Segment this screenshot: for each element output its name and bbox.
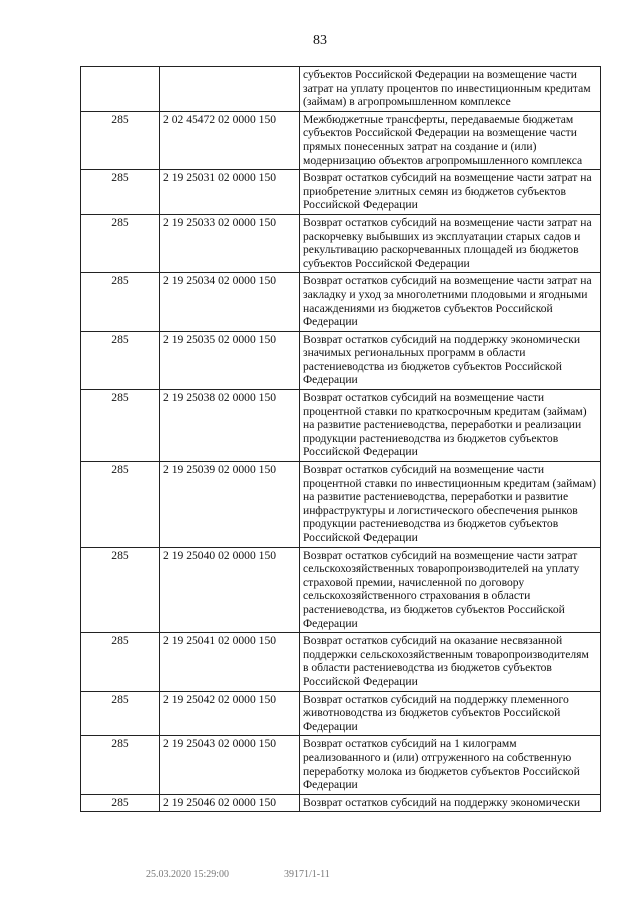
budget-code-cell: 2 19 25039 02 0000 150 xyxy=(160,462,300,548)
admin-code-cell: 285 xyxy=(81,547,160,633)
budget-code-cell: 2 19 25033 02 0000 150 xyxy=(160,214,300,272)
table-row xyxy=(81,390,601,462)
table-row xyxy=(81,547,601,633)
description-cell: Межбюджетные трансферты, передаваемые бюджетам субъектов Российской Федерации на возмещение части прямых понесенных затрат на создание и (или) модернизацию объектов агропромышленного комплекса xyxy=(300,111,601,169)
table-row xyxy=(81,214,601,272)
description-cell: Возврат остатков субсидий на 1 килограмм реализованного и (или) отгруженного на собственную переработку молока из бюджетов субъектов Российской Федерации xyxy=(300,736,601,794)
budget-code-cell: 2 19 25031 02 0000 150 xyxy=(160,170,300,215)
table-row xyxy=(81,794,601,812)
table-row xyxy=(81,462,601,548)
description-cell: Возврат остатков субсидий на возмещение части процентной ставки по инвестиционным кредитам (займам) на развитие растениеводства, переработки и развитие инфраструктуры и логистического обеспечения рынков продукции растениеводства из бюджетов субъектов Российской Федерации xyxy=(300,462,601,548)
description-cell: субъектов Российской Федерации на возмещение части затрат на уплату процентов по инвестиционным кредитам (займам) в агропромышленном комплексе xyxy=(300,67,601,112)
admin-code-cell: 285 xyxy=(81,331,160,389)
table-row xyxy=(81,67,601,112)
description-cell: Возврат остатков субсидий на оказание несвязанной поддержки сельскохозяйственным товаропроизводителям в области растениеводства из бюджетов субъектов Российской Федерации xyxy=(300,633,601,691)
budget-code-cell: 2 19 25038 02 0000 150 xyxy=(160,390,300,462)
table-row xyxy=(81,273,601,331)
description-cell: Возврат остатков субсидий на возмещение части процентной ставки по краткосрочным кредитам (займам) на развитие растениеводства, переработки и реализации продукции растениеводства из бюджетов субъектов Российской Федерации xyxy=(300,390,601,462)
admin-code-cell: 285 xyxy=(81,736,160,794)
admin-code-cell: 285 xyxy=(81,214,160,272)
budget-code-cell: 2 19 25046 02 0000 150 xyxy=(160,794,300,812)
budget-code-cell xyxy=(160,67,300,112)
budget-code-cell: 2 19 25034 02 0000 150 xyxy=(160,273,300,331)
footer-document-code: 39171/1-11 xyxy=(284,869,330,880)
budget-codes-table-container xyxy=(80,66,601,812)
budget-codes-table xyxy=(80,66,601,812)
admin-code-cell: 285 xyxy=(81,170,160,215)
description-cell: Возврат остатков субсидий на возмещение части затрат на приобретение элитных семян из бюджетов субъектов Российской Федерации xyxy=(300,170,601,215)
admin-code-cell: 285 xyxy=(81,111,160,169)
budget-code-cell: 2 19 25043 02 0000 150 xyxy=(160,736,300,794)
table-row xyxy=(81,736,601,794)
budget-code-cell: 2 19 25040 02 0000 150 xyxy=(160,547,300,633)
admin-code-cell: 285 xyxy=(81,633,160,691)
description-cell: Возврат остатков субсидий на возмещение части затрат на раскорчевку выбывших из эксплуатации старых садов и рекультивацию раскорчеванных площадей из бюджетов субъектов Российской Федерации xyxy=(300,214,601,272)
budget-code-cell: 2 19 25042 02 0000 150 xyxy=(160,691,300,736)
table-row xyxy=(81,170,601,215)
description-cell: Возврат остатков субсидий на поддержку экономически xyxy=(300,794,601,812)
description-cell: Возврат остатков субсидий на возмещение части затрат сельскохозяйственных товаропроизводителей на уплату страховой премии, начисленной по договору сельскохозяйственного страхования в области растениеводства, из бюджетов субъектов Российской Федерации xyxy=(300,547,601,633)
table-row xyxy=(81,691,601,736)
budget-code-cell: 2 02 45472 02 0000 150 xyxy=(160,111,300,169)
admin-code-cell: 285 xyxy=(81,691,160,736)
admin-code-cell: 285 xyxy=(81,794,160,812)
description-cell: Возврат остатков субсидий на поддержку экономически значимых региональных программ в области растениеводства из бюджетов субъектов Российской Федерации xyxy=(300,331,601,389)
table-row xyxy=(81,633,601,691)
admin-code-cell: 285 xyxy=(81,462,160,548)
page-number: 83 xyxy=(313,33,327,48)
description-cell: Возврат остатков субсидий на возмещение части затрат на закладку и уход за многолетними плодовыми и ягодными насаждениями из бюджетов субъектов Российской Федерации xyxy=(300,273,601,331)
description-cell: Возврат остатков субсидий на поддержку племенного животноводства из бюджетов субъектов Российской Федерации xyxy=(300,691,601,736)
footer-timestamp: 25.03.2020 15:29:00 xyxy=(146,869,230,880)
budget-code-cell: 2 19 25041 02 0000 150 xyxy=(160,633,300,691)
admin-code-cell: 285 xyxy=(81,273,160,331)
table-row xyxy=(81,111,601,169)
admin-code-cell: 285 xyxy=(81,390,160,462)
budget-code-cell: 2 19 25035 02 0000 150 xyxy=(160,331,300,389)
admin-code-cell xyxy=(81,67,160,112)
table-row xyxy=(81,331,601,389)
